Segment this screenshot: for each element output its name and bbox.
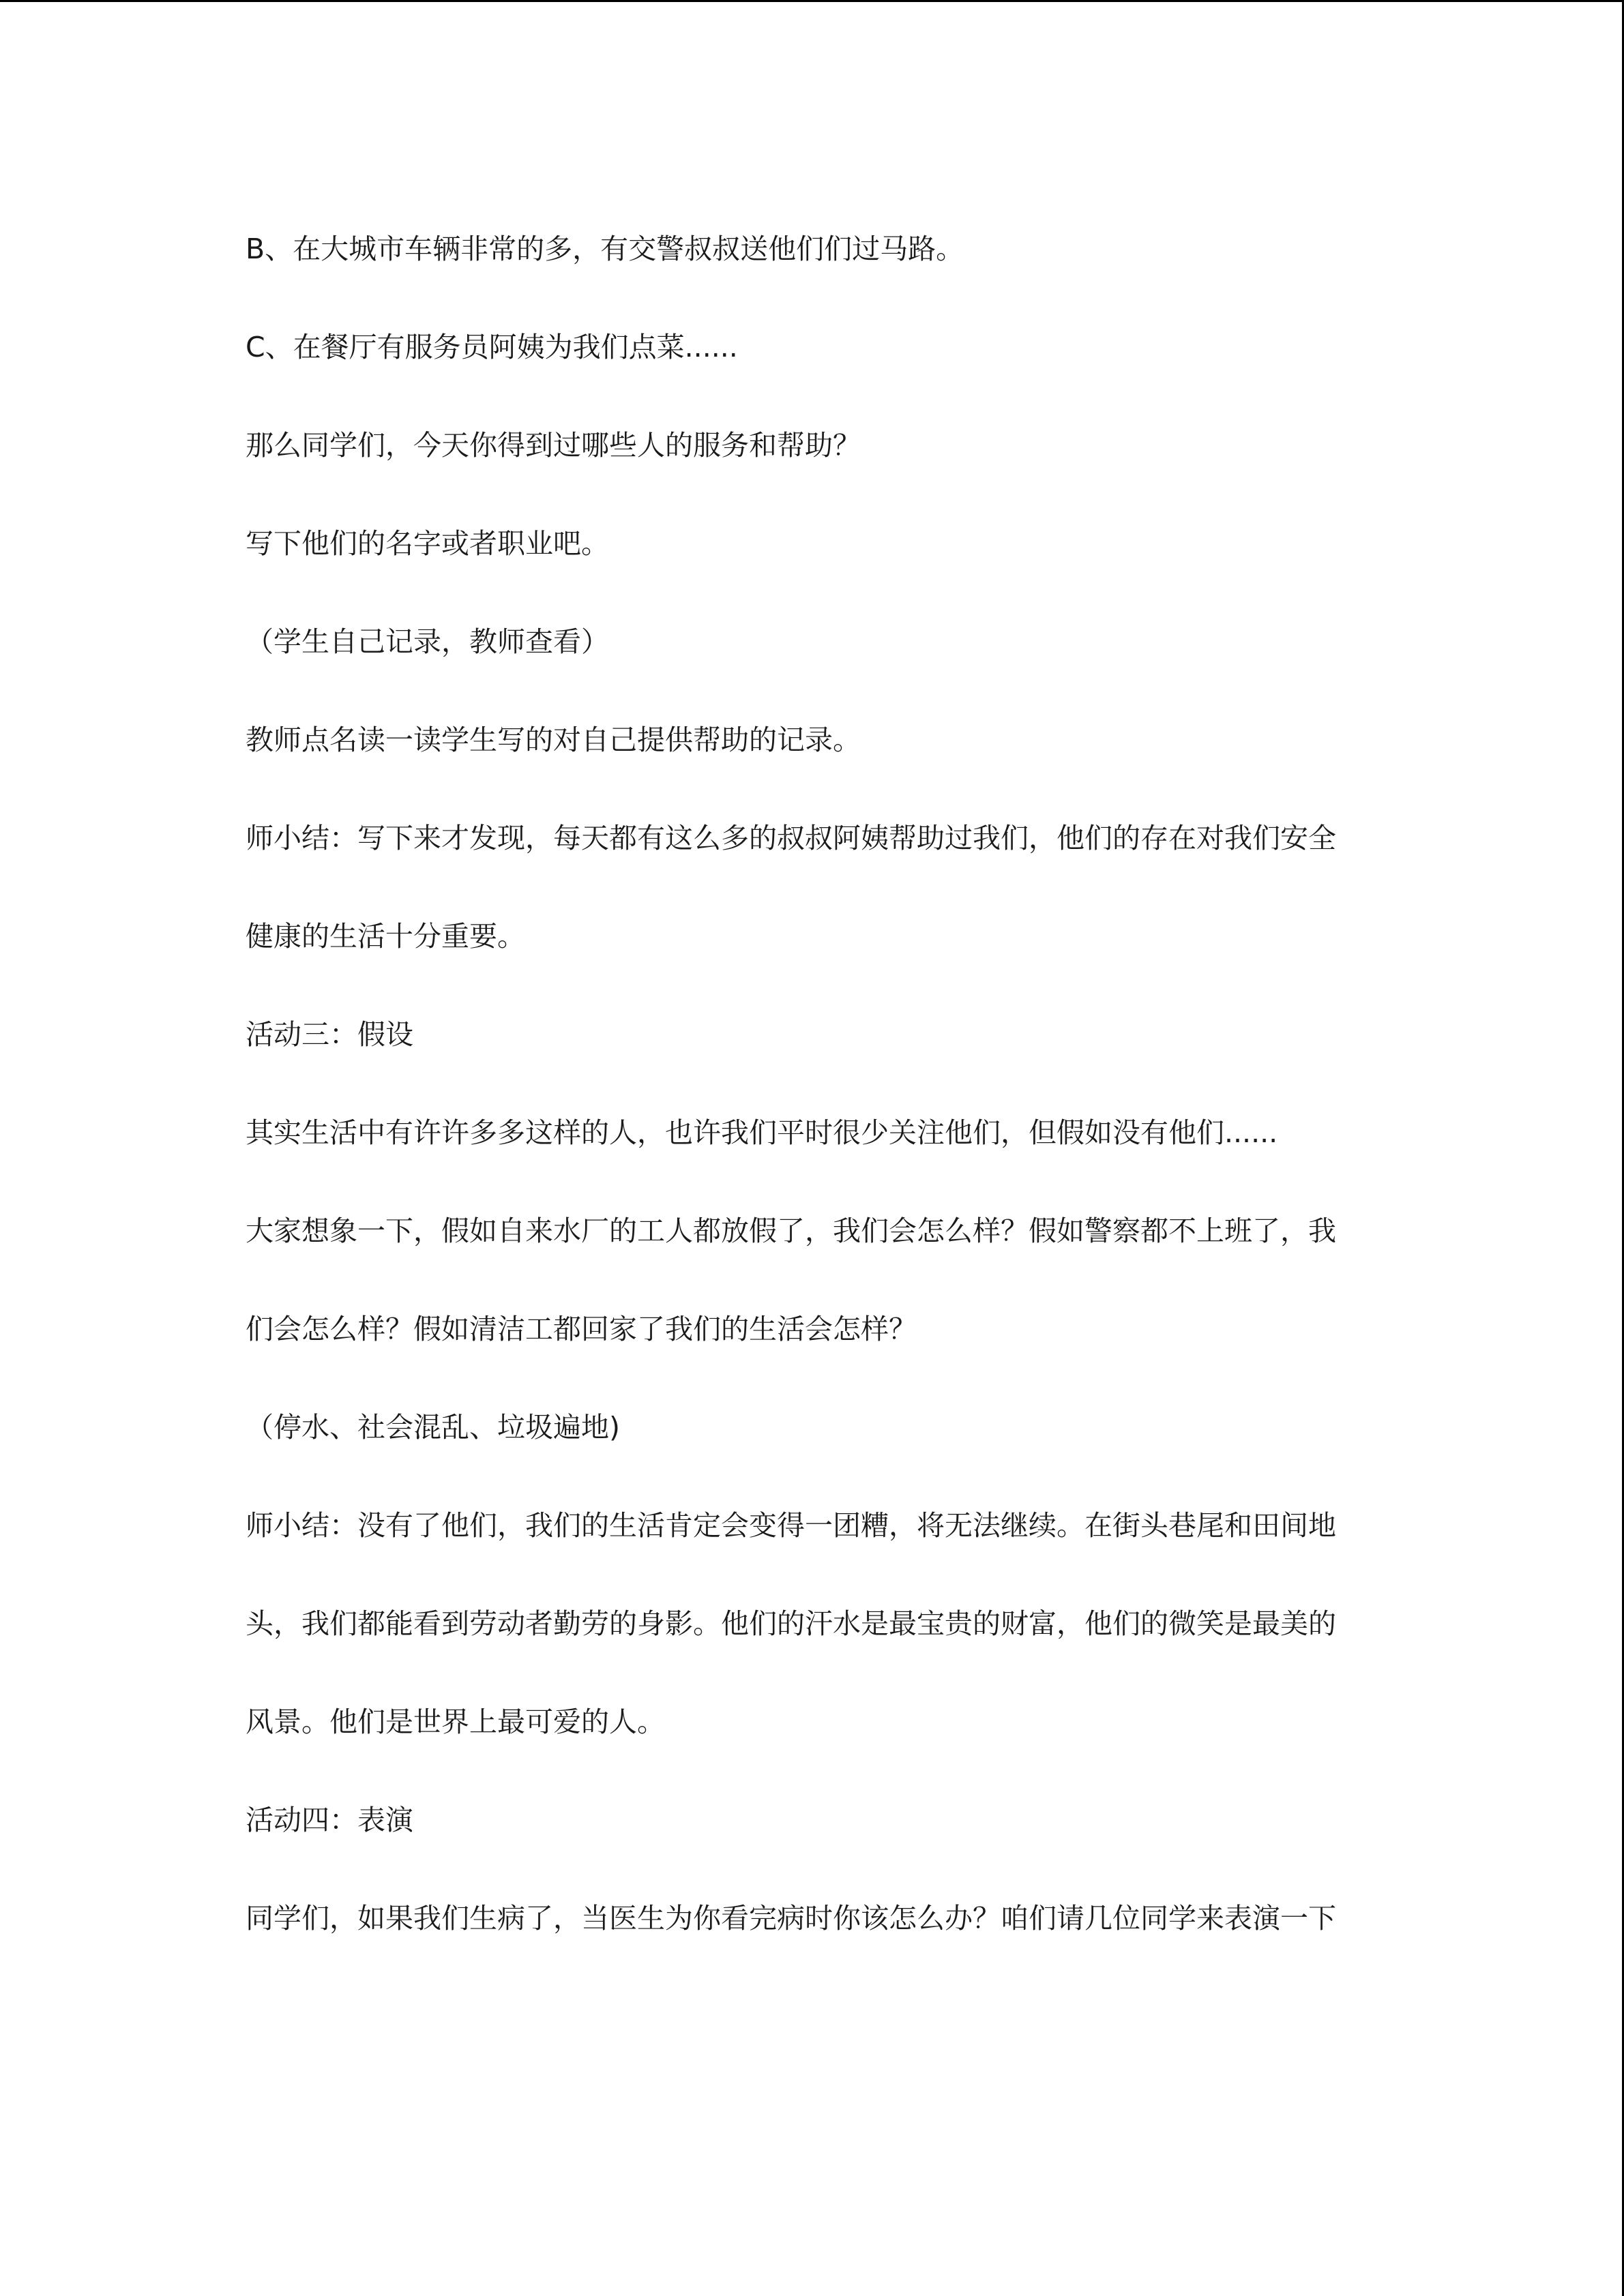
page-border-top <box>0 0 1624 2</box>
text-line-13: （停水、社会混乱、垃圾遍地) <box>246 1411 620 1444</box>
section-heading-activity-3: 活动三：假设 <box>246 1018 413 1051</box>
text-line-18: 同学们，如果我们生病了，当医生为你看完病时你该怎么办？咱们请几位同学来表演一下 <box>246 1902 1336 1935</box>
text-line-2: C、在餐厅有服务员阿姨为我们点菜...... <box>246 331 738 363</box>
text-line-15: 头，我们都能看到劳动者勤劳的身影。他们的汗水是最宝贵的财富，他们的微笑是最美的 <box>246 1607 1336 1640</box>
text-line-4: 写下他们的名字或者职业吧。 <box>246 527 609 560</box>
text-line-12: 们会怎么样？假如清洁工都回家了我们的生活会怎样？ <box>246 1313 917 1345</box>
text-line-16: 风景。他们是世界上最可爱的人。 <box>246 1705 665 1738</box>
text-line-5: （学生自己记录，教师查看） <box>246 625 609 658</box>
text-line-7: 师小结：写下来才发现，每天都有这么多的叔叔阿姨帮助过我们，他们的存在对我们安全 <box>246 822 1336 854</box>
text-line-6: 教师点名读一读学生写的对自己提供帮助的记录。 <box>246 724 861 756</box>
text-line-8: 健康的生活十分重要。 <box>246 920 525 953</box>
section-heading-activity-4: 活动四：表演 <box>246 1804 413 1836</box>
text-line-3: 那么同学们，今天你得到过哪些人的服务和帮助？ <box>246 429 861 462</box>
text-line-11: 大家想象一下，假如自来水厂的工人都放假了，我们会怎么样？假如警察都不上班了，我 <box>246 1214 1336 1247</box>
text-line-1: B、在大城市车辆非常的多，有交警叔叔送他们们过马路。 <box>246 233 964 265</box>
text-line-14: 师小结：没有了他们，我们的生活肯定会变得一团糟，将无法继续。在街头巷尾和田间地 <box>246 1509 1336 1542</box>
text-line-10: 其实生活中有许许多多这样的人，也许我们平时很少关注他们，但假如没有他们...... <box>246 1116 1278 1149</box>
